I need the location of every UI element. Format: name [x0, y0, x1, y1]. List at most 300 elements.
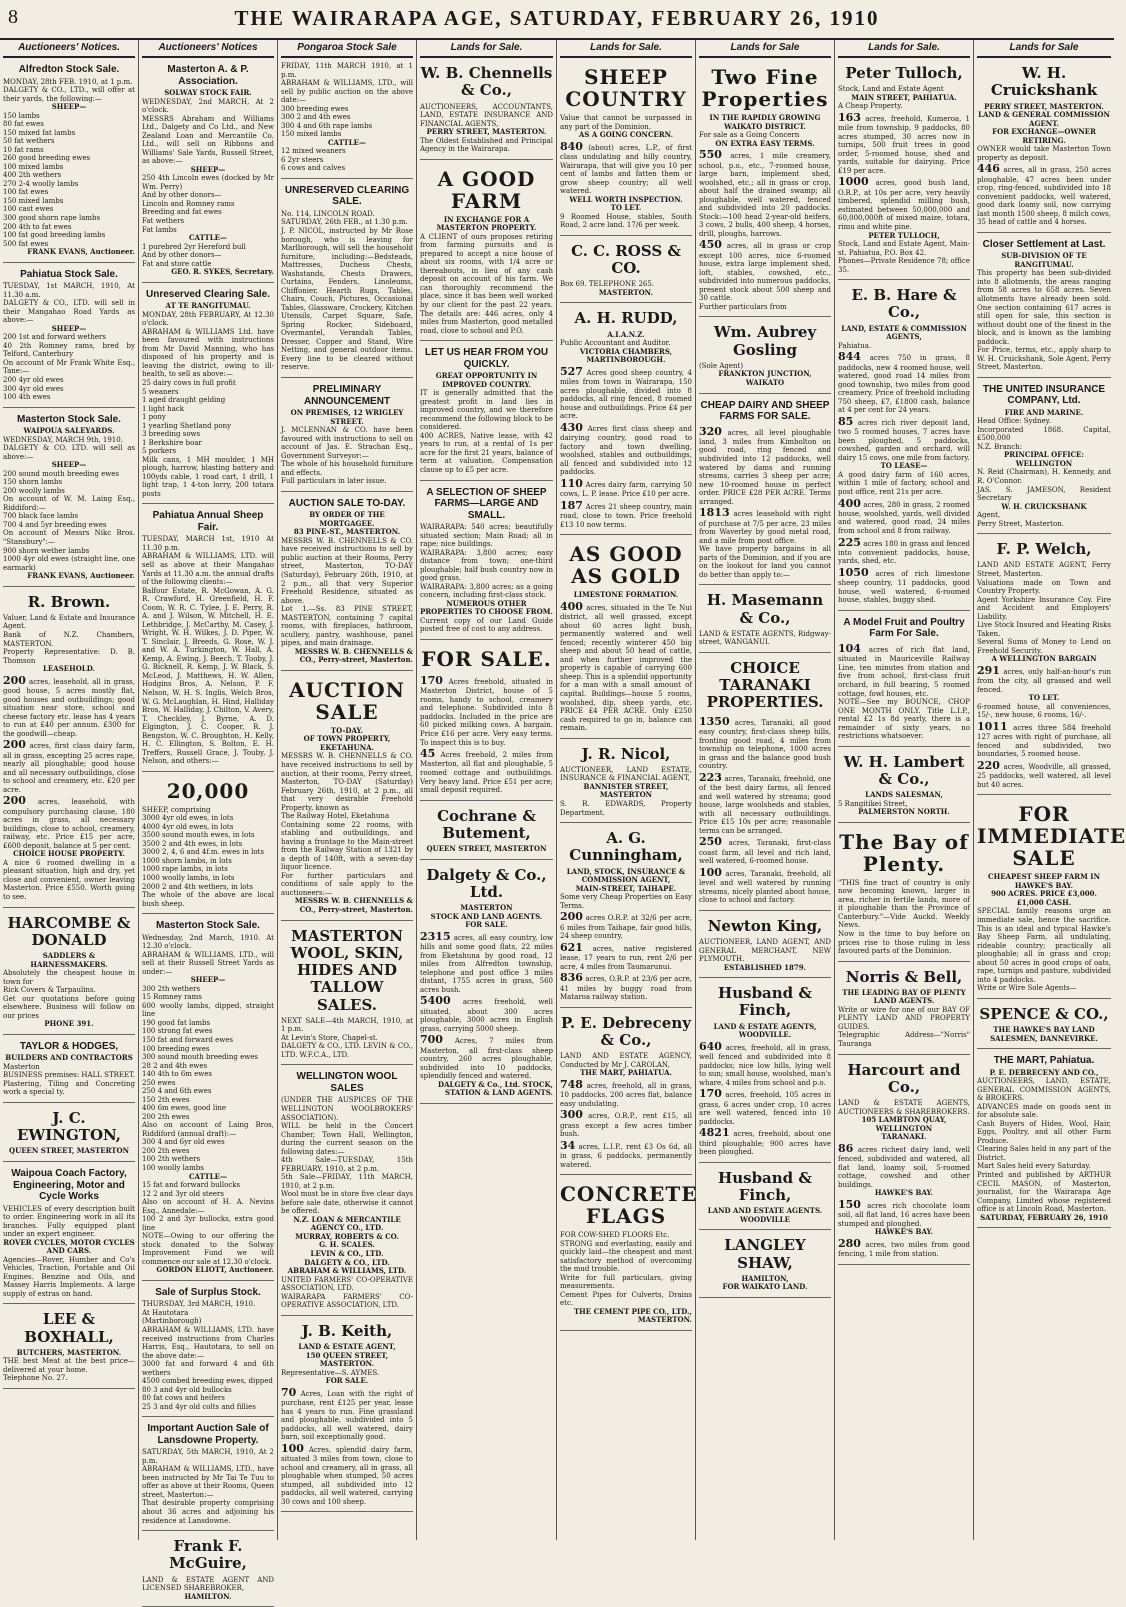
column-header: Lands for Sale.	[420, 40, 553, 58]
ad-text-line: 15 Romney rams	[142, 993, 202, 1002]
ad-signature: GEO. R. SYKES, Secretary.	[171, 267, 274, 277]
advertisement	[699, 653, 831, 911]
ad-text-line: 100 fat ewes	[3, 188, 49, 197]
advertisement	[142, 58, 274, 283]
ad-subheading: 83 PINE-ST., MASTERTON.	[293, 527, 401, 537]
ad-text-line: 10 fat rams	[3, 145, 44, 154]
ad-subheading: TO LET.	[1028, 693, 1060, 703]
ad-text-line: FOR COW-SHED FLOORS Etc.	[560, 1231, 670, 1240]
ad-text-line: Full particulars in later issue.	[281, 477, 387, 486]
advertisement	[699, 978, 831, 1163]
ad-text-line	[838, 536, 970, 566]
ad-text-line	[699, 238, 831, 303]
ad-text-line: LAND & ESTATE AGENTS, Ridgway-street, WANGANUI.	[699, 629, 831, 647]
ad-text-line: 150 mixed lambs	[281, 130, 342, 139]
ad-text-line: 400 2th wethers	[3, 171, 62, 180]
ad-text-line: NEXT SALE—4th MARCH, 1910, at 1 p.m.	[281, 1016, 413, 1034]
ad-text-line: Incorporated 1868. Capital, £500,000	[977, 425, 1111, 443]
ad-text-line: 150 2th ewes	[142, 1095, 190, 1104]
ad-text-line: Wednesday, 2nd March, 1910. At 12.30 o'clock.	[142, 933, 274, 951]
ad-title: WELLINGTON WOOL SALES	[296, 1071, 398, 1094]
ad-text-line: J. MCLENNAN & CO. have been favoured with instructions to sell on account of Jas. E. Strachan Esq., Government Surveyor:—	[281, 426, 413, 460]
ad-text-line: 1000 rape lambs, in lots	[142, 865, 228, 874]
ad-subheading: HAWKE'S BAY.	[874, 1188, 934, 1198]
ad-subheading: PERRY STREET, MASTERTON.	[984, 101, 1104, 111]
ad-text-line: MESSRS Abraham and Williams Ltd., Dalgety and Co Ltd., and New Zealand Loan and Mercantile Co. Ltd., will sell on Ribbons and Williams' Sale Yards, Russell Street, as above:—	[142, 114, 274, 166]
ad-subheading: PRINCIPAL OFFICE: WELLINGTON	[1004, 450, 1084, 468]
ad-text-line	[699, 771, 831, 836]
ad-subheading: SADDLERS & HARNESSMAKERS.	[30, 951, 108, 969]
ad-title: PRELIMINARY ANNOUNCEMENT	[303, 384, 391, 407]
ad-text-line: Phones—Private Residence 78; office 35.	[838, 257, 970, 274]
ad-subheading: FIRE AND MARINE.	[1004, 407, 1084, 417]
ad-subheading: HAMILTON.	[184, 1591, 232, 1601]
acreage-description: acres, freehold, about one third ploughable; 900 acres have been ploughed.	[699, 1130, 831, 1157]
ad-text-line: 300 breeding ewes	[281, 104, 349, 113]
page-number: 8	[8, 6, 18, 28]
ad-signature: MESSRS W. B. CHENNELLS & CO., Perry-street, Masterton.	[294, 646, 413, 665]
ad-text-line: OWNER would take Masterton Town property as deposit.	[977, 145, 1111, 162]
acreage-figure: 621	[560, 940, 583, 954]
ad-text-line: Get our quotations before going elsewhere. Business will follow on our prices	[3, 994, 135, 1020]
acreage-description: acres richest dairy land, well fenced, subdivided and watered, all flat land, loamy soil, 5-roomed cottage, cowshed and other buildings.	[838, 1145, 970, 1189]
ad-text-line: ABRAHAM & WILLIAMS, LTD. will sell as above at their Mangahao Yards at 11.30 a.m. the annual drafts of the following clients:—	[142, 552, 274, 587]
ad-text-line: MESSRS W. B. CHENNELLS & CO. have received instructions to sell by auction, at their rooms, Perry street, Masterton, TO-DAY (Saturday) February 26th, 1910, at 2 p.m., all that very desirable Freehold Property, known as	[281, 752, 413, 812]
acreage-description: acres, all in grass, 250 acres ploughable, 47 acres been under crop, ring-fenced, subdivided into 18 convenient paddocks, well watered, good dark loamy soil, now carrying last month 1500 sheep, 8 milch cows, 35 head of cattle and 4 horses.	[977, 166, 1111, 227]
ad-text-line: J. P. NICOL, instructed by Mr Rose borough, who is leaving for Marlborough, will sell the household furniture, including:—Bedsteads, Mattresses, Duchess Chests, Washstands, Chests Drawers, Curtains, Fenders, Linoleums, Chiffonier, Hearth Rugs, Tables, Chairs, Couch, Pictures, Occasional Tables, Glassware, Crockery, Kitchen Utensils, Carpet Square, Safe, Spring Rocker, Sideboard, Overmantel, Verandah Tables, Dresser, Copper and Stand, Wire Netting, and general outdoor items. Every line to be cleared without reserve.	[281, 226, 413, 372]
ad-text-line: 300 4yr old ewes	[3, 384, 64, 393]
ad-text-line	[560, 499, 692, 529]
acreage-description: Acres freehold, situated in Masterton District, house of 5 rooms, handy to school, creamery and telephone. Subdivided into 8 paddocks. Included in the price are 60 picked milking cows. A bargain. Price £16 per acre. Very easy terms. To inspect this is to buy.	[420, 677, 553, 747]
ad-text-line: 100 strong fat ewes	[142, 1027, 213, 1036]
ad-text-line: On account of Messrs Nikc Bros. "Stansbury":—	[3, 529, 135, 546]
acreage-figure: 291	[977, 663, 1000, 677]
ad-text-line: 150 lambs	[3, 111, 40, 120]
ad-text-line: 200 4yr old ewes	[3, 376, 64, 384]
advertisement	[560, 739, 692, 823]
acreage-description: acres leasehold with right of purchase at 7/5 per acre, 23 miles from Waverley by good metal road, and a mile from post office.	[699, 510, 831, 545]
ad-text-line: TUESDAY, 1st MARCH, 1910, At 11.30 a.m.	[3, 282, 135, 299]
acreage-description: acres, 1 mile creamery, school, p.o., etc., 7-roomed house, large barn, implement shed, woolshed, etc.; all in grass or crop, about half the drained swamp; all ploughable, well watered, fenced and subdivided into 20 paddocks. Stock:—100 head 2-year-old heifers, 3 cows, 2 bulls, 400 sheep, 4 horses, drill, ploughs, harrows.	[699, 152, 831, 238]
ad-text-line: NOTE—See my BOUNCE, CHOP ONE MONTH ONLY. Title L.I.P., rental £2 1s 8d yearly, there is a remainder of sixty years, no restrictions whatsoever.	[838, 698, 970, 741]
ad-text-line: 100 2 and 3yr bullocks, extra good line	[142, 1215, 274, 1232]
ad-text-line: 200 woolly lambs	[3, 486, 65, 495]
ad-text-line: 1 aged draught gelding	[142, 396, 226, 405]
ad-title: AS GOOD AS GOLD	[569, 542, 683, 589]
ad-subheading: FOR SALE.	[325, 1376, 369, 1386]
advertisement	[281, 179, 413, 378]
ad-title: The Bay of Plenty.	[839, 829, 969, 876]
acreage-figure: 170	[699, 1087, 722, 1101]
ad-title: 20,000	[166, 778, 250, 803]
acreage-description: acres, all in grass or crop except 100 acres, nice 6-roomed house, extra large implement shed, loft, stables, cowshed, etc., subdivided into numerous paddocks, present stock about 500 sheep and 30 cattle.	[699, 242, 831, 303]
ad-subheading: PALMERSTON NORTH.	[858, 807, 950, 817]
ad-text-line: 140 4th to 6m ewes	[142, 1070, 213, 1079]
ad-text-line: 25 dairy cows in full profit	[142, 378, 236, 387]
ad-subheading: P. E. DEBRECENY AND CO.,	[989, 1067, 1099, 1077]
ad-subheading: SHEEP—	[190, 975, 226, 985]
acreage-description: acres, Taranaki, freehold, all level and well watered by running streams, nicely planted about house, close to school and factory.	[699, 869, 831, 905]
acreage-figure: 300	[560, 1108, 583, 1122]
ad-subheading: CATTLE—	[188, 233, 228, 243]
acreage-description: acres, all easy country, low hills and some good flats, 22 miles from Eketahuna by good road, 12 miles from Alfredton township, telephone and post office 3 miles distant, 1755 acres in grass, 560 acres bush.	[420, 933, 553, 994]
column-4	[417, 40, 557, 1540]
ad-text-line: 150 fat and forward ewes	[142, 1036, 234, 1044]
acreage-figure: 110	[560, 476, 583, 490]
ad-text-line: 6 cows and calves	[281, 164, 346, 173]
ad-text-line: THURSDAY, 3rd MARCH, 1910.	[142, 1300, 256, 1309]
ad-subheading: SHEEP—	[51, 102, 87, 112]
acreage-figure: 34	[560, 1138, 576, 1152]
acreage-figure: 1000	[838, 175, 869, 189]
ad-text-line: MONDAY, 28th FEB. 1910, at 1 p.m.	[3, 77, 133, 86]
advertisement	[838, 962, 970, 1055]
ad-text-line: MONDAY, 28th FEBRUARY, At 12.30 o'clock.	[142, 310, 274, 328]
acreage-figure: 187	[560, 498, 583, 512]
ad-text-line: 250 4th Lincoln ewes (docked by Mr Wm. Perry)	[142, 174, 274, 191]
ad-text-line: 100 fat good breeding lambs	[3, 231, 106, 240]
ad-text-line	[420, 1033, 553, 1081]
ad-subheading: SUB-DIVISION OF TE RANGITUMAU.	[1001, 251, 1087, 269]
ad-text-line: 100 cast ewes	[3, 205, 54, 214]
ad-text-line: LAND & ESTATE AGENTS, AUCTIONEERS & SHAREBROKERS.	[838, 1099, 970, 1116]
ad-subheading: SHEEP—	[190, 164, 226, 174]
acreage-figure: 5400	[420, 994, 451, 1008]
acreage-description: acres, freehold, Kumeroa, 1 mile from township, 9 paddocks, 80 acres stumped, 30 acres now in turnips, 500 fruit trees in good order, 5-roomed house, shed and yards, suitable for dairying. Price £19 per acre.	[838, 114, 970, 175]
ad-subheading: STOCK AND LAND AGENTS.	[430, 911, 543, 921]
acreage-figure: 280	[838, 1236, 861, 1250]
ad-subheading: SATURDAY, FEBRUARY 26, 1910	[980, 1212, 1108, 1222]
acreage-description: acres, Taranaki, all good easy country, first-class sheep hills, fronting good road, 4 miles from township on telephone, 1000 acres in grass and the balance good bush country.	[699, 718, 831, 771]
ad-text-line: 1 purebred 2yr Hereford bull	[142, 242, 246, 251]
acreage-description: acres, Taranaki, first-class coast farm, all level and rich land, well watered, 6-roomed house.	[699, 839, 831, 866]
ad-text-line: 300 good shorn rape lambs	[3, 214, 101, 222]
ad-title: Cochrane & Butement,	[437, 806, 536, 842]
ad-text-line: ABRAHAM & WILLIAMS, LTD., will sell by public auction on the above date:—	[281, 79, 413, 105]
ad-text-line: At Levin's Store, Chapel-st.	[281, 1033, 378, 1042]
ad-text-line	[560, 477, 692, 499]
advertisement	[3, 1035, 135, 1103]
ad-title: P. E. Debreceny & Co.,	[561, 1013, 691, 1049]
ad-text-line	[560, 941, 692, 971]
advertisement	[560, 535, 692, 738]
ad-text-line: 80 fat ewes	[3, 120, 44, 129]
ad-subheading: LAND & ESTATE AGENT,	[298, 1341, 396, 1351]
acreage-figure: 220	[977, 758, 1000, 772]
ad-text-line: We have property bargains in all parts of the Dominion, and if you are on the lookout for land you cannot do better than apply to:—	[699, 545, 831, 579]
advertisement	[281, 58, 413, 179]
ad-text-line: 200 sound mouth breeding ewes	[3, 469, 119, 478]
ad-title: THE UNITED INSURANCE COMPANY, Ltd.	[982, 383, 1106, 407]
ad-subheading: IN EXCHANGE FOR A MASTERTON PROPERTY.	[436, 214, 537, 233]
ad-text-line	[281, 1442, 413, 1507]
ad-text-line	[3, 674, 135, 739]
ad-columns	[0, 40, 1126, 1601]
ad-title: Important Auction Sale of Lansdowne Property.	[147, 1423, 269, 1446]
advertisement	[420, 341, 553, 480]
ad-subheading: LAND, STOCK, INSURANCE & COMMISSION AGENT,	[566, 866, 686, 885]
ad-text-line: 150 mixed lambs	[3, 196, 64, 205]
ad-title: W. H. Cruickshank	[990, 64, 1098, 100]
acreage-description: Acres dairy farm, carrying 50 cows, L. P. lease. Price £10 per acre.	[560, 480, 692, 499]
acreage-figure: 640	[699, 1039, 722, 1053]
ad-text-line: 1 light hack	[142, 404, 185, 413]
ad-title: W. B. Chennells & Co.,	[420, 64, 553, 100]
advertisement	[142, 914, 274, 1281]
ad-text-line: 50 fat wethers	[3, 137, 55, 146]
ad-text-line: No. 114, LINCOLN ROAD.	[281, 209, 375, 218]
acreage-figure: 446	[977, 162, 1000, 176]
ad-subheading: 150 QUEEN STREET, MASTERTON.	[305, 1350, 389, 1369]
acreage-description: acres, first class dairy farm, all in grass, excepting 25 acres rape, nearly all ploughable; good house and all necessary outbuildings, close to school and creamery, etc. £20 per acre.	[3, 742, 135, 794]
ad-title: FOR SALE.	[421, 646, 552, 671]
ad-text-line: A CLIENT of ours proposes retiring from farming pursuits and is prepared to accept a nice house of about six rooms, with 1/4 acre or thereabouts, in lieu of any cash deposit on account of his farm. We can thoroughly recommend the place, since it has been well worked by our client for the past 22 years. The details are: 446 acres, only 4 miles from Masterton, good metalled road, close to school and P.O.	[420, 232, 553, 335]
ad-text-line	[699, 1087, 831, 1126]
ad-subheading: LANDS SALESMAN,	[865, 790, 943, 800]
ad-text-line	[699, 866, 831, 905]
ad-text-line: WAIRARAPA: 3,800 acres; as a going concern, including first-class stock.	[420, 582, 553, 600]
ad-title: Masterton Stock Sale.	[17, 413, 121, 425]
acreage-description: Acres first class sheep and dairying country, good road to factory and town dwelling, woolshed, stables and outbuildings, all fenced and subdivided into 12 paddocks.	[560, 424, 692, 477]
ad-text-line	[560, 140, 692, 196]
ad-text-line: The whole of the above are local bush sheep.	[142, 891, 274, 908]
ad-text-line	[420, 747, 553, 795]
ad-text-line: 1 yearling Shetland pony	[142, 421, 232, 430]
acreage-description: acres, only half-an-hour's run from the city, all grassed and well fenced.	[977, 667, 1111, 694]
ad-text-line	[838, 1198, 970, 1228]
ad-text-line: Also on account of H. A. Nevins Esq., Annedale:—	[142, 1198, 274, 1215]
ad-text-line: Milk cans, 1 MH moulder, 1 MH plough, harrow, blasting battery and 100yds cable, 1 road cart, 1 drill, 1 light trap, 1 4-ton lorry, 200 totara posts	[142, 455, 274, 498]
acreage-description: Acres, 7 miles from Masterton, all first-class sheep country, 260 acres ploughable, subdivided into 10 paddocks, splendidly fenced and watered.	[420, 1037, 553, 1081]
ad-title: LANGLEY SHAW,	[724, 1236, 806, 1272]
ad-text-line	[977, 664, 1111, 694]
ad-subheading: MASTERTON	[460, 903, 513, 913]
ad-text-line: Public Accountant and Auditor.	[560, 339, 671, 348]
ad-text-line	[838, 642, 970, 698]
ad-text-line: This property has been sub-divided into 8 allotments, the areas ranging from 58 acres to 658 acres. Seven allotments have already been sold. One section containing 617 acres is still open for sale, this section is without doubt one of the finest in the block, and is known as the lambing paddock.	[977, 269, 1111, 346]
ad-text-line: Wool must be in store five clear days before sale date, otherwise it cannot be offered.	[281, 1190, 413, 1216]
ad-text-line	[838, 175, 970, 231]
ad-subheading: HAWKE'S BAY.	[874, 1227, 934, 1237]
acreage-description: acres, native registered lease, 17 years to run, rent 2/6 per acre, 4 miles from Taumarunui.	[560, 944, 692, 971]
ad-text-line: THE best Meat at the best price—delivered at your home.	[3, 1357, 135, 1374]
ad-text-line: And by other donors—	[142, 191, 222, 200]
ad-text-line: Telephone No. 27.	[3, 1374, 68, 1383]
ad-text-line: 300 4 and 6yr old ewes	[142, 1138, 225, 1147]
acreage-description: acres 180 in grass and fenced into convenient paddocks, house, yards, shed, etc.	[838, 539, 970, 566]
ad-subheading: ON EXTRA EASY TERMS.	[715, 138, 815, 148]
ad-title: J. R. Nicol,	[581, 744, 671, 763]
advertisement	[977, 233, 1111, 378]
advertisement	[142, 283, 274, 505]
ad-text-line: SATURDAY, 5th MARCH, 1910, At 2 p.m.	[142, 1448, 274, 1465]
ad-title: Alfredton Stock Sale.	[18, 64, 120, 75]
ad-title: Closer Settlement at Last.	[982, 238, 1106, 250]
ad-title: Pahiatua Annual Sheep Fair.	[152, 510, 264, 533]
ad-subheading: WELL WORTH INSPECTION.	[569, 194, 683, 204]
ad-title: LET US HEAR FROM YOU QUICKLY.	[424, 347, 549, 370]
ad-text-line	[560, 1139, 692, 1169]
ad-text-line: 300 2th wethers	[142, 984, 201, 993]
ad-signature: FRANK EVANS, Auctioneer.	[27, 571, 135, 581]
ad-text-line: Value that cannot be surpassed in any part of the Dominion.	[560, 114, 692, 131]
column-header: Lands for Sale	[977, 40, 1111, 58]
ad-subheading: BUILDERS AND CONTRACTORS	[5, 1053, 133, 1063]
ad-subheading: WAIPOUA SALEYARDS.	[23, 426, 115, 436]
ad-text-line: 250 ewes	[142, 1078, 176, 1087]
ad-title: LEE & BOXHALL,	[24, 1310, 114, 1346]
advertisement	[420, 801, 553, 860]
ad-text-line	[560, 1108, 692, 1138]
ad-text-line: 1 pony	[142, 413, 166, 422]
advertisement	[838, 1055, 970, 1265]
advertisement	[142, 1417, 274, 1531]
advertisement	[3, 263, 135, 408]
ad-text-line: LAND AND ESTATE AGENCY, Conducted by Mr J. CAROLAN,	[560, 1052, 692, 1069]
ad-text-line: AUCTIONEERS, ACCOUNTANTS, LAND, ESTATE INSURANCE AND FINANCIAL AGENTS,	[420, 102, 553, 128]
ad-text-line: Now is the time to buy before on prices rise to those ruling in less favoured parts of the Dominion.	[838, 929, 970, 956]
ad-subheading: CHOICE HOUSE PROPERTY.	[13, 849, 125, 859]
acreage-description: acres, two miles from good fencing, 1 mile from station.	[838, 1240, 970, 1259]
acreage-description: acres, freehold, all in grass, well fenced and subdivided into 8 paddocks; nice low hills, lying well to sun; small house, woolshed, man's whare, 4 miles from school and p.o.	[699, 1043, 831, 1087]
acreage-description: acres, freehold, 105 acres in grass, 6 acres under crop, 10 acres are well watered, fenced into 10 paddocks.	[699, 1091, 831, 1126]
ad-text-line: On account of W. M. Laing Esq., Riddiford:—	[3, 495, 135, 512]
ad-title: A. G. Cunningham,	[569, 829, 683, 865]
ad-title: Husband & Finch,	[718, 984, 812, 1020]
ad-title: Peter Tulloch,	[845, 64, 963, 82]
ad-text-line: 200 2th ewes	[142, 1146, 190, 1155]
advertisement	[560, 236, 692, 304]
ad-text-line: Cash Buyers of Hides, Wool, Hair, Eggs, Poultry, and all other Farm Produce.	[977, 1119, 1111, 1145]
advertisement	[838, 280, 970, 611]
ad-subheading: ESTABLISHED 1879.	[723, 962, 807, 972]
ad-text-line: A good dairy farm of 160 acres, within 1 mile of factory, school and post office, rent 21s per acre.	[838, 470, 970, 496]
ad-text-line: 2000 2 and 4th wethers, in lots	[142, 882, 253, 891]
acreage-figure: 320	[699, 424, 722, 438]
ad-text-line: 1000 shorn lambs, in lots	[142, 856, 232, 865]
acreage-figure: 150	[838, 1197, 861, 1211]
ad-text-line: 300 2 and 4th ewes	[281, 113, 351, 122]
advertisement	[420, 860, 553, 1104]
advertisement	[420, 481, 553, 640]
ad-text-line: 3000 fat and forward 4 and 6th wethers	[142, 1360, 274, 1377]
ad-text-line: For further particulars and conditions of sale apply to the auctioneers:—	[281, 871, 413, 897]
ad-text-line: Balfour Estate, R. McGowan, A. G. R. Crawford, H. Greenfield, H. F. Coom, W. R. C. Tylee, J. E. Perry, R. A. and J. Wilson, W. Mitchell, H. E. Lethbridge, J. McCarthy, M. Casey, J. Wright, W. H. Wilkes, J. D. Piper, W. T. Sinclair, J. Breeds, G. Rose, W. J. and W. A. Turkington, W. Hall, A. Kemp, A. Ewing, J. Beech, T. Tooby, J. G. Bicknell, R. Kemp, J. W. Black, S. McLeod, J. Matthews, H. W. Allen, Hodgins Bros, A. Nelson, P. F. Nelson, W. H. S. Inglis, Welch Bros, W. G. McLaughlan, H. Hind, Halliday Bros, W. Halliday, J. Chilton, V. Avery, T. Checkley, J. Byrne, A. D. Elgington, J. C. Cooper, R. J. Bengston, W. C. Broughton, H. Kelly, H. C. Ellington, S. Bolton, E. H. Treffers, Russell Grace, J. Touby, J. Nelson, and others:—	[142, 586, 274, 766]
acreage-figure: 1350	[699, 714, 730, 728]
ad-text-line: Fat wethers	[142, 216, 185, 225]
ad-text-line: 5th Sale—FRIDAY, 11th MARCH, 1910, at 2 p.m.	[281, 1173, 413, 1190]
acreage-description: (about) acres, L.P., of first class undulating and hilly country, Wairarapa, that will give you 10 per cent of lambs and fatten them or grow sheep country; all well watered.	[560, 143, 692, 196]
ad-text-line: 12 2 and 3yr old steers	[142, 1189, 224, 1198]
ad-text-line: AUCTIONEERS, LAND, ESTATE, GENERAL COMMISSION AGENTS, & BROKERS.	[977, 1077, 1111, 1103]
advertisement	[3, 1304, 135, 1389]
ad-subheading: MAIN-STREET, TAIHAPE.	[575, 883, 677, 893]
ad-text-line: AUCTIONEER, LAND ESTATE, INSURANCE & FINANCIAL AGENT,	[560, 765, 692, 783]
acreage-figure: 223	[699, 770, 722, 784]
ad-text-line	[699, 835, 831, 865]
ad-text-line: Telegraphic Address—"Norris" Tauranga	[838, 1031, 970, 1048]
ad-text-line: 3000 2, 4, 6 and 4f.m. ewes in lots	[142, 848, 264, 857]
acreage-figure: 45	[420, 747, 436, 761]
acreage-description: acres of rich limestone sheep country, 11 paddocks, good house, well watered, 6-roomed house, stables, buggy shed.	[838, 569, 970, 605]
ad-text-line: DALGETY & CO., LTD. LEVIN & CO., LTD. W.F.C.A., LTD.	[281, 1042, 413, 1059]
ad-text-line: 100 2th wethers	[142, 1155, 201, 1164]
ad-text-line: TUESDAY, MARCH 1st, 1910 At 11.30 p.m.	[142, 535, 274, 552]
ad-text-line: 4500 combed breeding ewes, dipped	[142, 1377, 273, 1386]
ad-subheading: 105 LAMBTON QUAY, WELLINGTON	[861, 1115, 947, 1133]
ad-text-line: 4000 4yr old ewes, in lots	[142, 822, 234, 831]
ad-subheading: HAMILTON,	[741, 1273, 789, 1283]
ad-text-line: 3500 2 and 4th ewes, in lots	[142, 839, 243, 848]
ad-text-line: The Oldest Established and Principal Agency in the Wairarapa.	[420, 136, 553, 154]
advertisement	[977, 58, 1111, 233]
ad-text-line: 5 Rangitikei Street,	[838, 799, 908, 808]
ad-text-line	[838, 497, 970, 536]
ad-text-line: 80 fat cows and heifers	[142, 1394, 225, 1403]
ad-text-line: (Sole Agent)	[699, 361, 744, 370]
acreage-figure: 748	[560, 1077, 583, 1091]
acreage-description: acres rich chocolate loam soil, all flat land, 16 acres have been stumped and ploughed.	[838, 1201, 970, 1228]
column-header: Auctioneers' Notices.	[3, 40, 135, 58]
ad-text-line	[838, 1142, 970, 1190]
acreage-description: acres of rich flat land, situated in Mauriceville Railway Line, ten minutes from station and five from school, first-class fruit orchard, in full bearing, 5 roomed cottage, fowl houses, etc.	[838, 645, 970, 698]
ad-subheading: SHEEP—	[51, 323, 87, 333]
advertisement	[281, 1316, 413, 1513]
ad-subheading: A WELLINGTON BARGAIN	[991, 654, 1097, 664]
acreage-figure: 550	[699, 148, 722, 162]
ad-text-line: The Railway Hotel, Eketahuna	[281, 812, 390, 821]
ad-subheading: A.I.A.N.Z.	[607, 329, 645, 339]
ad-text-line	[281, 1386, 413, 1442]
ad-subheading: W. H. CRUICKSHANK	[1001, 501, 1087, 511]
ad-title: Wm. Aubrey Gosling	[713, 323, 817, 359]
acreage-description: acres 750 in grass, 8 paddocks, new 4 roomed house, well watered, good road 14 miles from good township, two miles from good creamery. Price of freehold including 750 sheep, £7, £1800 cash, balance at 4 per cent for 24 years.	[838, 354, 970, 415]
ad-text-line: DALGETY & CO., LTD. will sell in their Mangahao Road Yards as above:—	[3, 299, 135, 325]
ad-text-line	[420, 994, 553, 1033]
ad-subheading: THE LEADING BAY OF PLENTY LAND AGENTS.	[842, 987, 966, 1006]
ad-text-line: 3 breeding sows	[142, 430, 201, 439]
acreage-description: acres, good bush land, O.R.P., at 10s per acre, very heavily timbered, splendid milling bush, estimated between 50,000,000 and 60,000,000ft of mixed maize, totara, rimu and white pine.	[838, 179, 970, 231]
ad-text-line: N.Z. Branch:	[977, 442, 1023, 451]
ad-subheading: CATTLE—	[188, 1171, 228, 1181]
ad-text-line	[977, 162, 1111, 227]
acreage-description: acres rich river deposit land, two 5 roomed houses, 7 acres have been ploughed, 5 paddocks, cowshed, garden and orchard, will dairy 15 cows, one mile from factory.	[838, 418, 970, 462]
acreage-figure: 400	[560, 599, 583, 613]
acreage-description: acres freehold, well situated, about 300 acres ploughable, 3000 acres in English grass, carrying 5000 sheep.	[420, 998, 553, 1033]
ad-text-line: WEDNESDAY, 2nd MARCH, At 2 o'clock.	[142, 97, 274, 115]
ad-title: CHEAP DAIRY AND SHEEP FARMS FOR SALE.	[700, 399, 830, 423]
ad-title: Dalgety & Co., Ltd.	[426, 865, 547, 901]
ad-title: A Model Fruit and Poultry Farm For Sale.	[843, 616, 965, 640]
ad-title: A SELECTION OF SHEEP FARMS—LARGE AND SMALL.	[426, 486, 547, 521]
ad-title: H. Masemann & Co.,	[706, 591, 824, 627]
ad-text-line: Containing some 22 rooms, with stabling and outbuildings, and having a frontage to the Main-street from the Railway Station of 1321 by a depth of 140ft, with a seven-day liquor licence.	[281, 820, 413, 872]
ad-text-line: On account of Mr Frank White Esq., Tane:—	[3, 358, 135, 376]
ad-text-line: 100 mixed lambs	[3, 162, 64, 171]
ad-text-line: Agent,	[977, 511, 1001, 520]
ad-text-line	[560, 421, 692, 477]
ad-text-line: ABRAHAM & WILLIAMS, LTD. have received instructions from Charles Harris, Esq., Hautotara, to sell on the above date:—	[142, 1325, 274, 1360]
advertisement	[560, 823, 692, 1008]
ad-text-line: 1 Berkshire boar	[142, 438, 202, 447]
acreage-description: acres, freehold, all in grass, 10 paddocks, 200 acres flat, balance easy undulating.	[560, 1081, 692, 1108]
advertisement	[977, 534, 1111, 795]
ad-subheading: LIMESTONE FORMATION.	[573, 590, 679, 600]
ad-text-line: Valuations made on Town and Country Property.	[977, 578, 1111, 596]
acreage-figure: 100	[699, 865, 722, 879]
acreage-figure: 1011	[977, 719, 1008, 733]
ad-text-line: BUSINESS premises: HALL STREET. Plastering, Tiling and Concreting work a special ty.	[3, 1071, 135, 1097]
